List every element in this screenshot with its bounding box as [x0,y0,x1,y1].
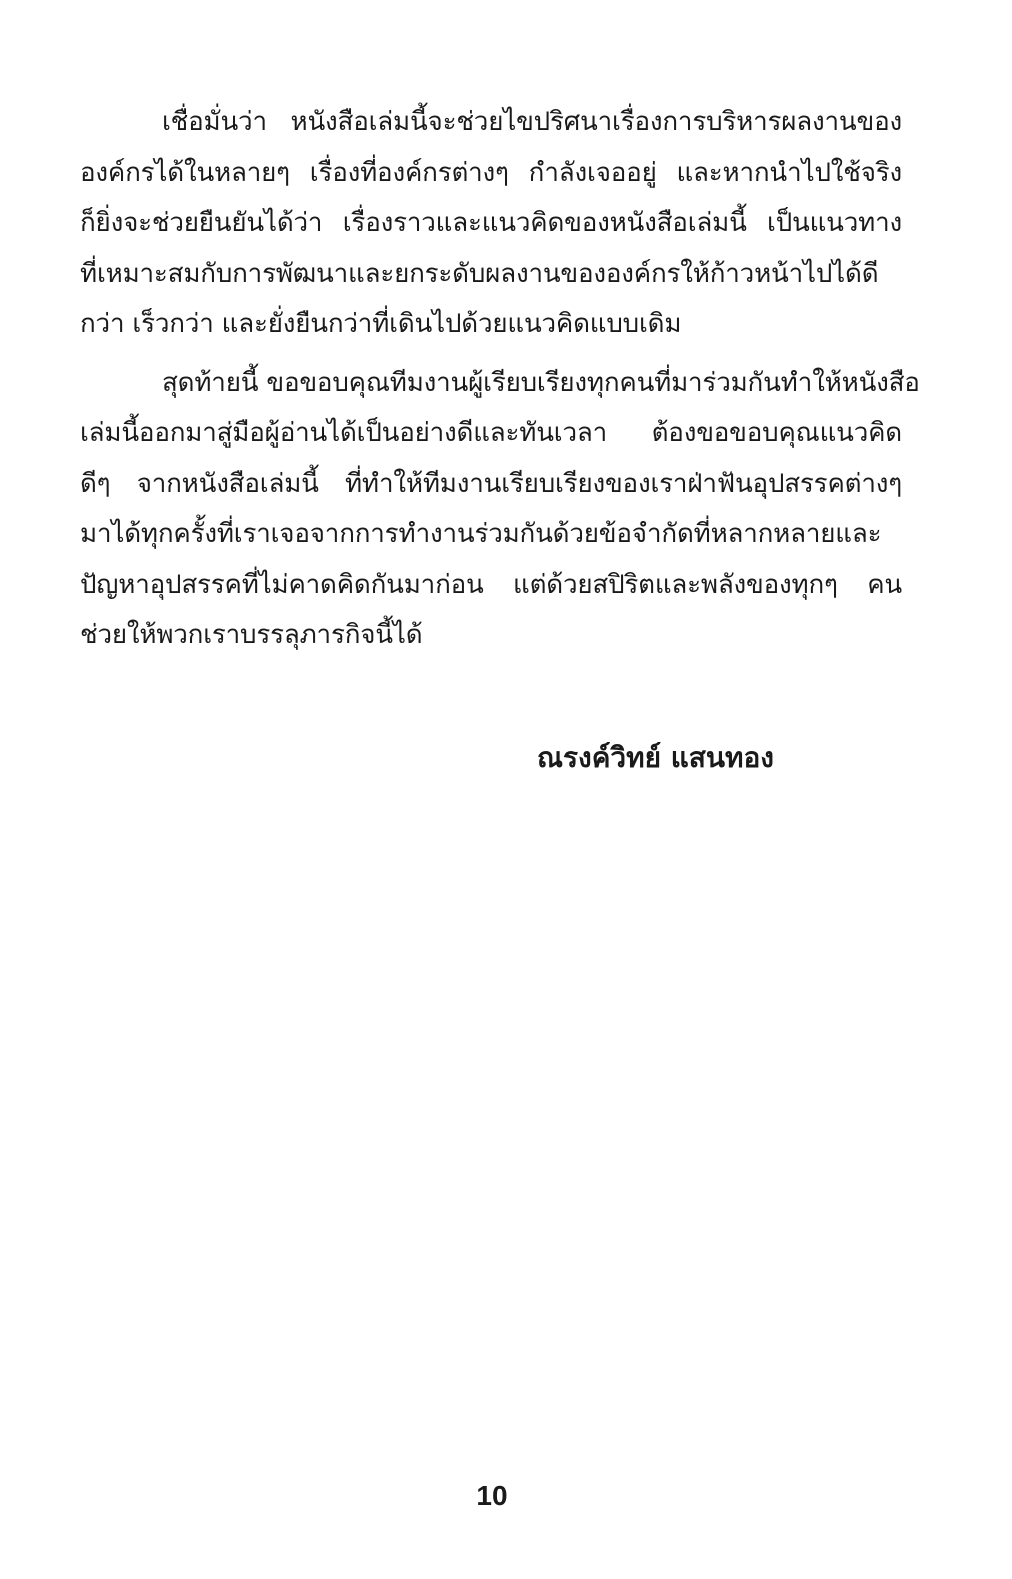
paragraph-line: ดีๆ จากหนังสือเล่มนี้ ที่ทำให้ทีมงานเรียบเรียงของเราฝ่าฟันอุปสรรคต่างๆ [80,468,902,499]
paragraph-line: ที่เหมาะสมกับการพัฒนาและยกระดับผลงานขององค์กรให้ก้าวหน้าไปได้ดี [80,258,879,289]
paragraph-spacer [80,350,902,358]
paragraph-line: ปัญหาอุปสรรคที่ไม่คาดคิดกันมาก่อน แต่ด้วยสปิริตและพลังของทุกๆ คน [80,569,902,600]
paragraph-1 [80,97,902,350]
paragraph-line: ช่วยให้พวกเราบรรลุภารกิจนี้ได้ [80,620,423,650]
paragraph-line: เชื่อมั่นว่า หนังสือเล่มนี้จะช่วยไขปริศนาเรื่องการบริหารผลงานของ [162,107,902,137]
paragraph-line: เล่มนี้ออกมาสู่มือผู้อ่านได้เป็นอย่างดีและทันเวลา ต้องขอขอบคุณแนวคิด [80,418,902,448]
body-text [80,97,920,661]
paragraph-line: กว่า เร็วกว่า และยั่งยืนกว่าที่เดินไปด้วยแนวคิดแบบเดิม [80,309,682,339]
paragraph-line: มาได้ทุกครั้งที่เราเจอจากการทำงานร่วมกันด้วยข้อจำกัดที่หลากหลายและ [80,519,882,549]
paragraph-line: องค์กรได้ในหลายๆ เรื่องที่องค์กรต่างๆ กำลังเจออยู่ และหากนำไปใช้จริง [80,157,902,188]
page-number: 10 [476,1480,508,1511]
paragraph-line: ก็ยิ่งจะช่วยยืนยันได้ว่า เรื่องราวและแนวคิดของหนังสือเล่มนี้ เป็นแนวทาง [80,208,902,238]
paragraph-2 [80,358,920,661]
paragraph-line: สุดท้ายนี้ ขอขอบคุณทีมงานผู้เรียบเรียงทุกคนที่มาร่วมกันทำให้หนังสือ [162,367,920,398]
author-signature: ณรงค์วิทย์ แสนทอง [537,741,774,774]
